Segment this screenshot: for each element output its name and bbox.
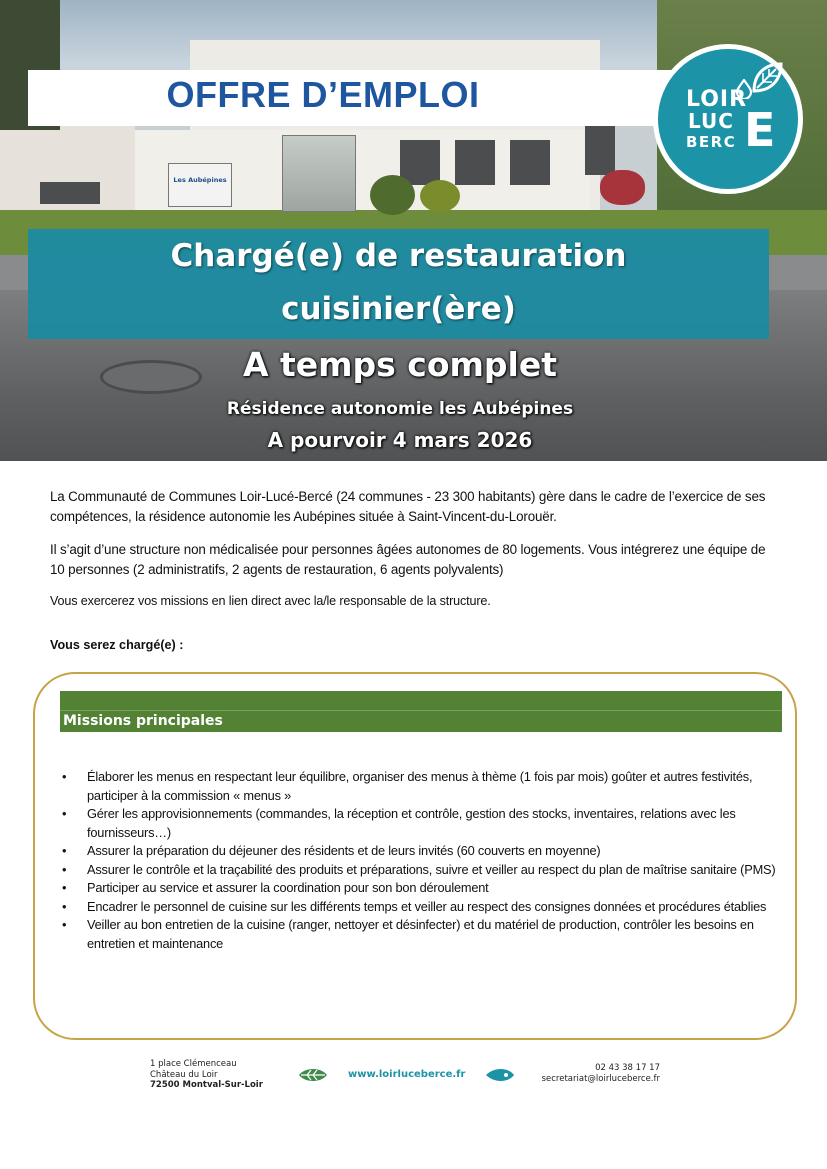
bullet-icon: • [62,843,67,858]
list-item-text: Assurer la préparation du déjeuner des résidents et de leurs invités (60 couverts en moyenne) [87,843,601,858]
list-item [62,861,782,880]
logo-line-3: BERC [686,133,737,151]
logo-big-letter: E [744,103,776,157]
drop-icon [736,79,752,99]
footer-contact [538,1063,660,1084]
window [510,140,550,185]
list-item [62,805,782,842]
missions-list [62,768,782,953]
footer-address [150,1059,263,1091]
bullet-icon: • [62,769,67,784]
list-item-text: Participer au service et assurer la coordination pour son bon déroulement [87,880,489,895]
residence-sign-text: Les Aubépines [173,176,227,184]
logo-line-2: LUC [688,109,734,133]
list-item [62,898,782,917]
residence-sign [168,163,232,207]
list-item [62,916,782,953]
bullet-icon: • [62,861,67,877]
list-item-text: Assurer le contrôle et la traçabilité des produits et préparations, suivre et veiller au respect du plan de maîtrise sanitaire (PMS) [87,861,776,877]
window [585,125,615,175]
job-title-line-2: cuisinier(ère) [281,291,516,327]
list-item-text: Gérer les approvisionnements (commandes, la réception et contrôle, gestion des stocks, inventaires, relations avec les fournisseurs…) [87,806,736,840]
shrub [420,180,460,212]
window [455,140,495,185]
address-line-1: 1 place Clémenceau [150,1059,237,1069]
intro-paragraph-3: Vous exercerez vos missions en lien direct avec la/le responsable de la structure. [50,594,491,608]
job-start-date: A pourvoir 4 mars 2026 [267,428,533,452]
job-location: Résidence autonomie les Aubépines [226,399,574,419]
bullet-icon: • [62,880,67,895]
list-item-text: Élaborer les menus en respectant leur équilibre, organiser des menus à thème (1 fois par mois) goûter et autres festivités, participer à la commission « menus » [87,769,753,803]
flower-bed [600,170,645,205]
drop-icon [484,1066,516,1084]
missions-heading: Missions principales [63,713,223,729]
list-item-text: Encadrer le personnel de cuisine sur les différents temps et veiller au respect des consignes données et procédures établies [87,898,767,914]
intro-paragraph-1: La Communauté de Communes Loir-Lucé-Bercé (24 communes - 23 300 habitants) gère dans le cadre de l’exercice de ses compétences, la résidence autonomie les Aubépines située à Saint-Vincent-du-Lorouër. [50,489,766,524]
page-title: OFFRE D’EMPLOI [166,74,480,115]
list-item-text: Veiller au bon entretien de la cuisine (ranger, nettoyer et désinfecter) et du matériel de production, contrôler les besoins en entretien et maintenance [87,917,754,951]
list-item [62,879,782,898]
logo-line-1: LOIR [686,87,748,112]
job-title-line-1: Chargé(e) de restauration [170,238,627,274]
greenhouse [282,135,356,212]
bullet-icon: • [62,806,67,821]
window [40,182,100,204]
address-line-3: 72500 Montval-Sur-Loir [150,1080,263,1090]
logo [653,44,803,194]
leaf-icon [297,1066,329,1084]
footer-email-link[interactable]: secretariat@loirluceberce.fr [541,1073,660,1084]
bullet-icon: • [62,917,67,932]
charge-label: Vous serez chargé(e) : [50,638,184,652]
address-line-2: Château du Loir [150,1069,218,1080]
job-schedule: A temps complet [242,345,558,384]
intro-paragraph-2: Il s’agit d’une structure non médicalisée pour personnes âgées autonomes de 80 logements. Vous intégrerez une équipe de 10 personnes (2 administratifs, 2 agents de restauration, 6 agents polyvalents) [50,542,766,577]
list-item [62,842,782,861]
footer-phone: 02 43 38 17 17 [595,1063,660,1073]
list-item [62,768,782,805]
bullet-icon: • [62,898,67,914]
footer-website-link[interactable]: www.loirluceberce.fr [348,1069,466,1080]
shrub [370,175,415,215]
leaf-icon [750,61,784,95]
